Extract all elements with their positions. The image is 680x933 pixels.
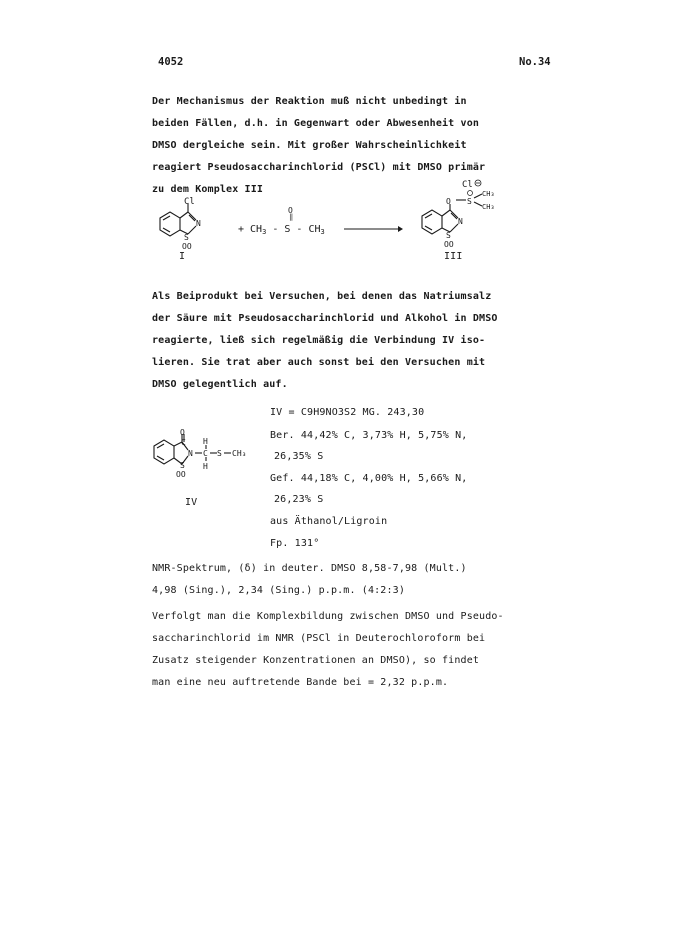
paragraph1-line: reagiert Pseudosaccharinchlorid (PSCl) mit DMSO primär [152, 162, 486, 173]
svg-text:S: S [446, 231, 451, 240]
svg-text:H: H [203, 437, 208, 446]
paragraph1-line: DMSO dergleiche sein. Mit großer Wahrscheinlichkeit [152, 140, 467, 151]
calculated-analysis-line2: 26,35% S [274, 451, 324, 462]
paragraph3-line: Verfolgt man die Komplexbildung zwischen DMSO und Pseudo- [152, 611, 504, 622]
page-number: 4052 [158, 56, 184, 68]
chloride-anion: Cl [462, 180, 473, 190]
svg-text:CH₃: CH₃ [232, 449, 247, 458]
calculated-analysis-line1: Ber. 44,42% C, 3,73% H, 5,75% N, [270, 430, 468, 441]
svg-text:H: H [203, 462, 208, 471]
paragraph2-line: DMSO gelegentlich auf. [152, 379, 288, 390]
formula-line: IV = C9H9NO3S2 MG. 243,30 [270, 407, 425, 418]
svg-text:OO: OO [176, 470, 186, 479]
melting-point: Fp. 131° [270, 538, 320, 549]
paragraph1-line: beiden Fällen, d.h. in Gegenwart oder Abwesenheit von [152, 118, 480, 129]
svg-text:S: S [184, 233, 189, 242]
nmr-line: 4,98 (Sing.), 2,34 (Sing.) p.p.m. (4:2:3) [152, 585, 405, 596]
svg-text:OO: OO [182, 242, 192, 251]
svg-text:S: S [180, 461, 185, 470]
journal-reference: No.34 [519, 56, 551, 68]
label-compound-IV: IV [185, 497, 198, 508]
nmr-line: NMR-Spektrum, (δ) in deuter. DMSO 8,58-7,98 (Mult.) [152, 563, 467, 574]
paragraph2-line: der Säure mit Pseudosaccharinchlorid und Alkohol in DMSO [152, 313, 498, 324]
structure-compound-I [150, 196, 240, 262]
paragraph3-line: man eine neu auftretende Bande bei = 2,32 p.p.m. [152, 677, 449, 688]
dmso-reagent: + $CH_3$ - S - $CH_3$ [238, 224, 325, 236]
recrystallization-solvent: aus Äthanol/Ligroin [270, 516, 388, 527]
paragraph1-line: zu dem Komplex III [152, 184, 264, 195]
svg-text:OO: OO [444, 240, 454, 249]
svg-text:CH₃: CH₃ [482, 203, 495, 211]
paragraph2-line: reagierte, ließ sich regelmäßig die Verbindung IV iso- [152, 335, 486, 346]
reaction-arrow [342, 224, 404, 234]
found-analysis-line1: Gef. 44,18% C, 4,00% H, 5,66% N, [270, 473, 468, 484]
found-analysis-line2: 26,23% S [274, 494, 324, 505]
paragraph2-line: lieren. Sie trat aber auch sonst bei den Versuchen mit [152, 357, 486, 368]
label-compound-I: I [179, 251, 186, 262]
structure-compound-IV [150, 428, 268, 484]
svg-text:O: O [180, 428, 185, 437]
svg-text:N: N [188, 449, 193, 458]
dmso-oxygen: O [288, 206, 293, 215]
paragraph3-line: Zusatz steigender Konzentrationen an DMSO), so findet [152, 655, 480, 666]
svg-text:C: C [181, 438, 186, 447]
svg-text:N: N [196, 219, 201, 228]
paragraph1-line: Der Mechanismus der Reaktion muß nicht unbedingt in [152, 96, 467, 107]
paragraph2-line: Als Beiprodukt bei Versuchen, bei denen das Natriumsalz [152, 291, 492, 302]
structure-complex-III [412, 176, 522, 256]
svg-text:CH₃: CH₃ [482, 190, 495, 198]
svg-text:C: C [203, 449, 208, 458]
paragraph3-line: saccharinchlorid im NMR (PSCl in Deuterochloroform bei [152, 633, 486, 644]
svg-text:O: O [446, 197, 451, 206]
dmso-double-bond: ‖ [289, 213, 294, 221]
svg-text:S: S [467, 197, 472, 206]
label-complex-III: III [444, 251, 463, 262]
svg-text:N: N [458, 217, 463, 226]
chlorine-atom: Cl [184, 197, 195, 207]
svg-text:S: S [217, 449, 222, 458]
